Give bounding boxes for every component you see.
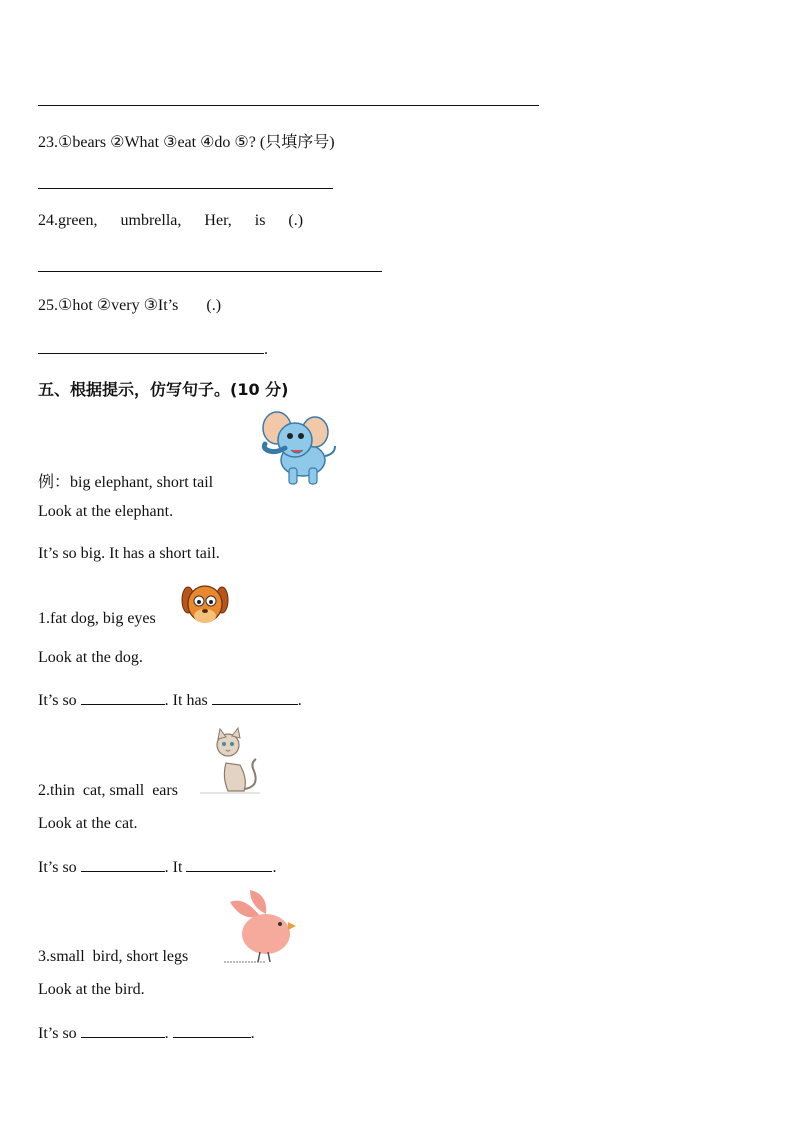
word-3: Her, (204, 212, 232, 229)
question-number: 25. (38, 297, 58, 314)
word-2: umbrella, (120, 212, 182, 229)
question-text: ①bears ②What ③eat ④do ⑤? (只填序号) (58, 134, 335, 151)
item-2-line-1: Look at the cat. (38, 815, 138, 832)
blank-1a[interactable] (81, 690, 165, 705)
example-line-1: Look at the elephant. (38, 503, 174, 520)
blank-2b[interactable] (186, 857, 272, 872)
dog-icon (180, 580, 230, 628)
answer-line-24[interactable] (38, 271, 382, 272)
blank-2a[interactable] (81, 857, 165, 872)
question-punct: (.) (206, 297, 222, 314)
item-3-line-2: It’s so . . (38, 1025, 255, 1042)
blank-3a[interactable] (81, 1023, 165, 1038)
item-1-prompt: 1.fat dog, big eyes (38, 610, 156, 627)
word-5: (.) (288, 212, 304, 229)
word-1: green, (58, 212, 98, 229)
question-number: 24. (38, 212, 58, 229)
bird-icon (222, 888, 298, 968)
blank-3b[interactable] (173, 1023, 251, 1038)
answer-line-25[interactable] (38, 339, 268, 359)
elephant-icon (255, 408, 339, 488)
item-3-prompt: 3.small bird, short legs (38, 948, 189, 965)
question-text: ①hot ②very ③It’s (58, 297, 179, 314)
answer-line-22 (38, 105, 539, 106)
question-25 (38, 295, 221, 315)
question-number: 23. (38, 134, 58, 151)
cat-icon (200, 727, 264, 795)
item-2-line-2: It’s so . It . (38, 859, 277, 876)
question-23 (38, 129, 335, 152)
example-prompt: 例：big elephant, short tail (38, 474, 214, 491)
word-4: is (254, 212, 266, 229)
answer-period: . (264, 341, 268, 358)
item-1-line-1: Look at the dog. (38, 649, 143, 666)
item-2-prompt: 2.thin cat, small ears (38, 782, 178, 799)
blank-1b[interactable] (212, 690, 298, 705)
example-line-2: It’s so big. It has a short tail. (38, 545, 220, 562)
section-heading: 五、根据提示，仿写句子。(10 分) (38, 380, 289, 399)
question-24 (38, 212, 303, 230)
item-3-line-1: Look at the bird. (38, 981, 145, 998)
item-1-line-2: It’s so . It has . (38, 692, 302, 709)
answer-line-23[interactable] (38, 188, 333, 189)
